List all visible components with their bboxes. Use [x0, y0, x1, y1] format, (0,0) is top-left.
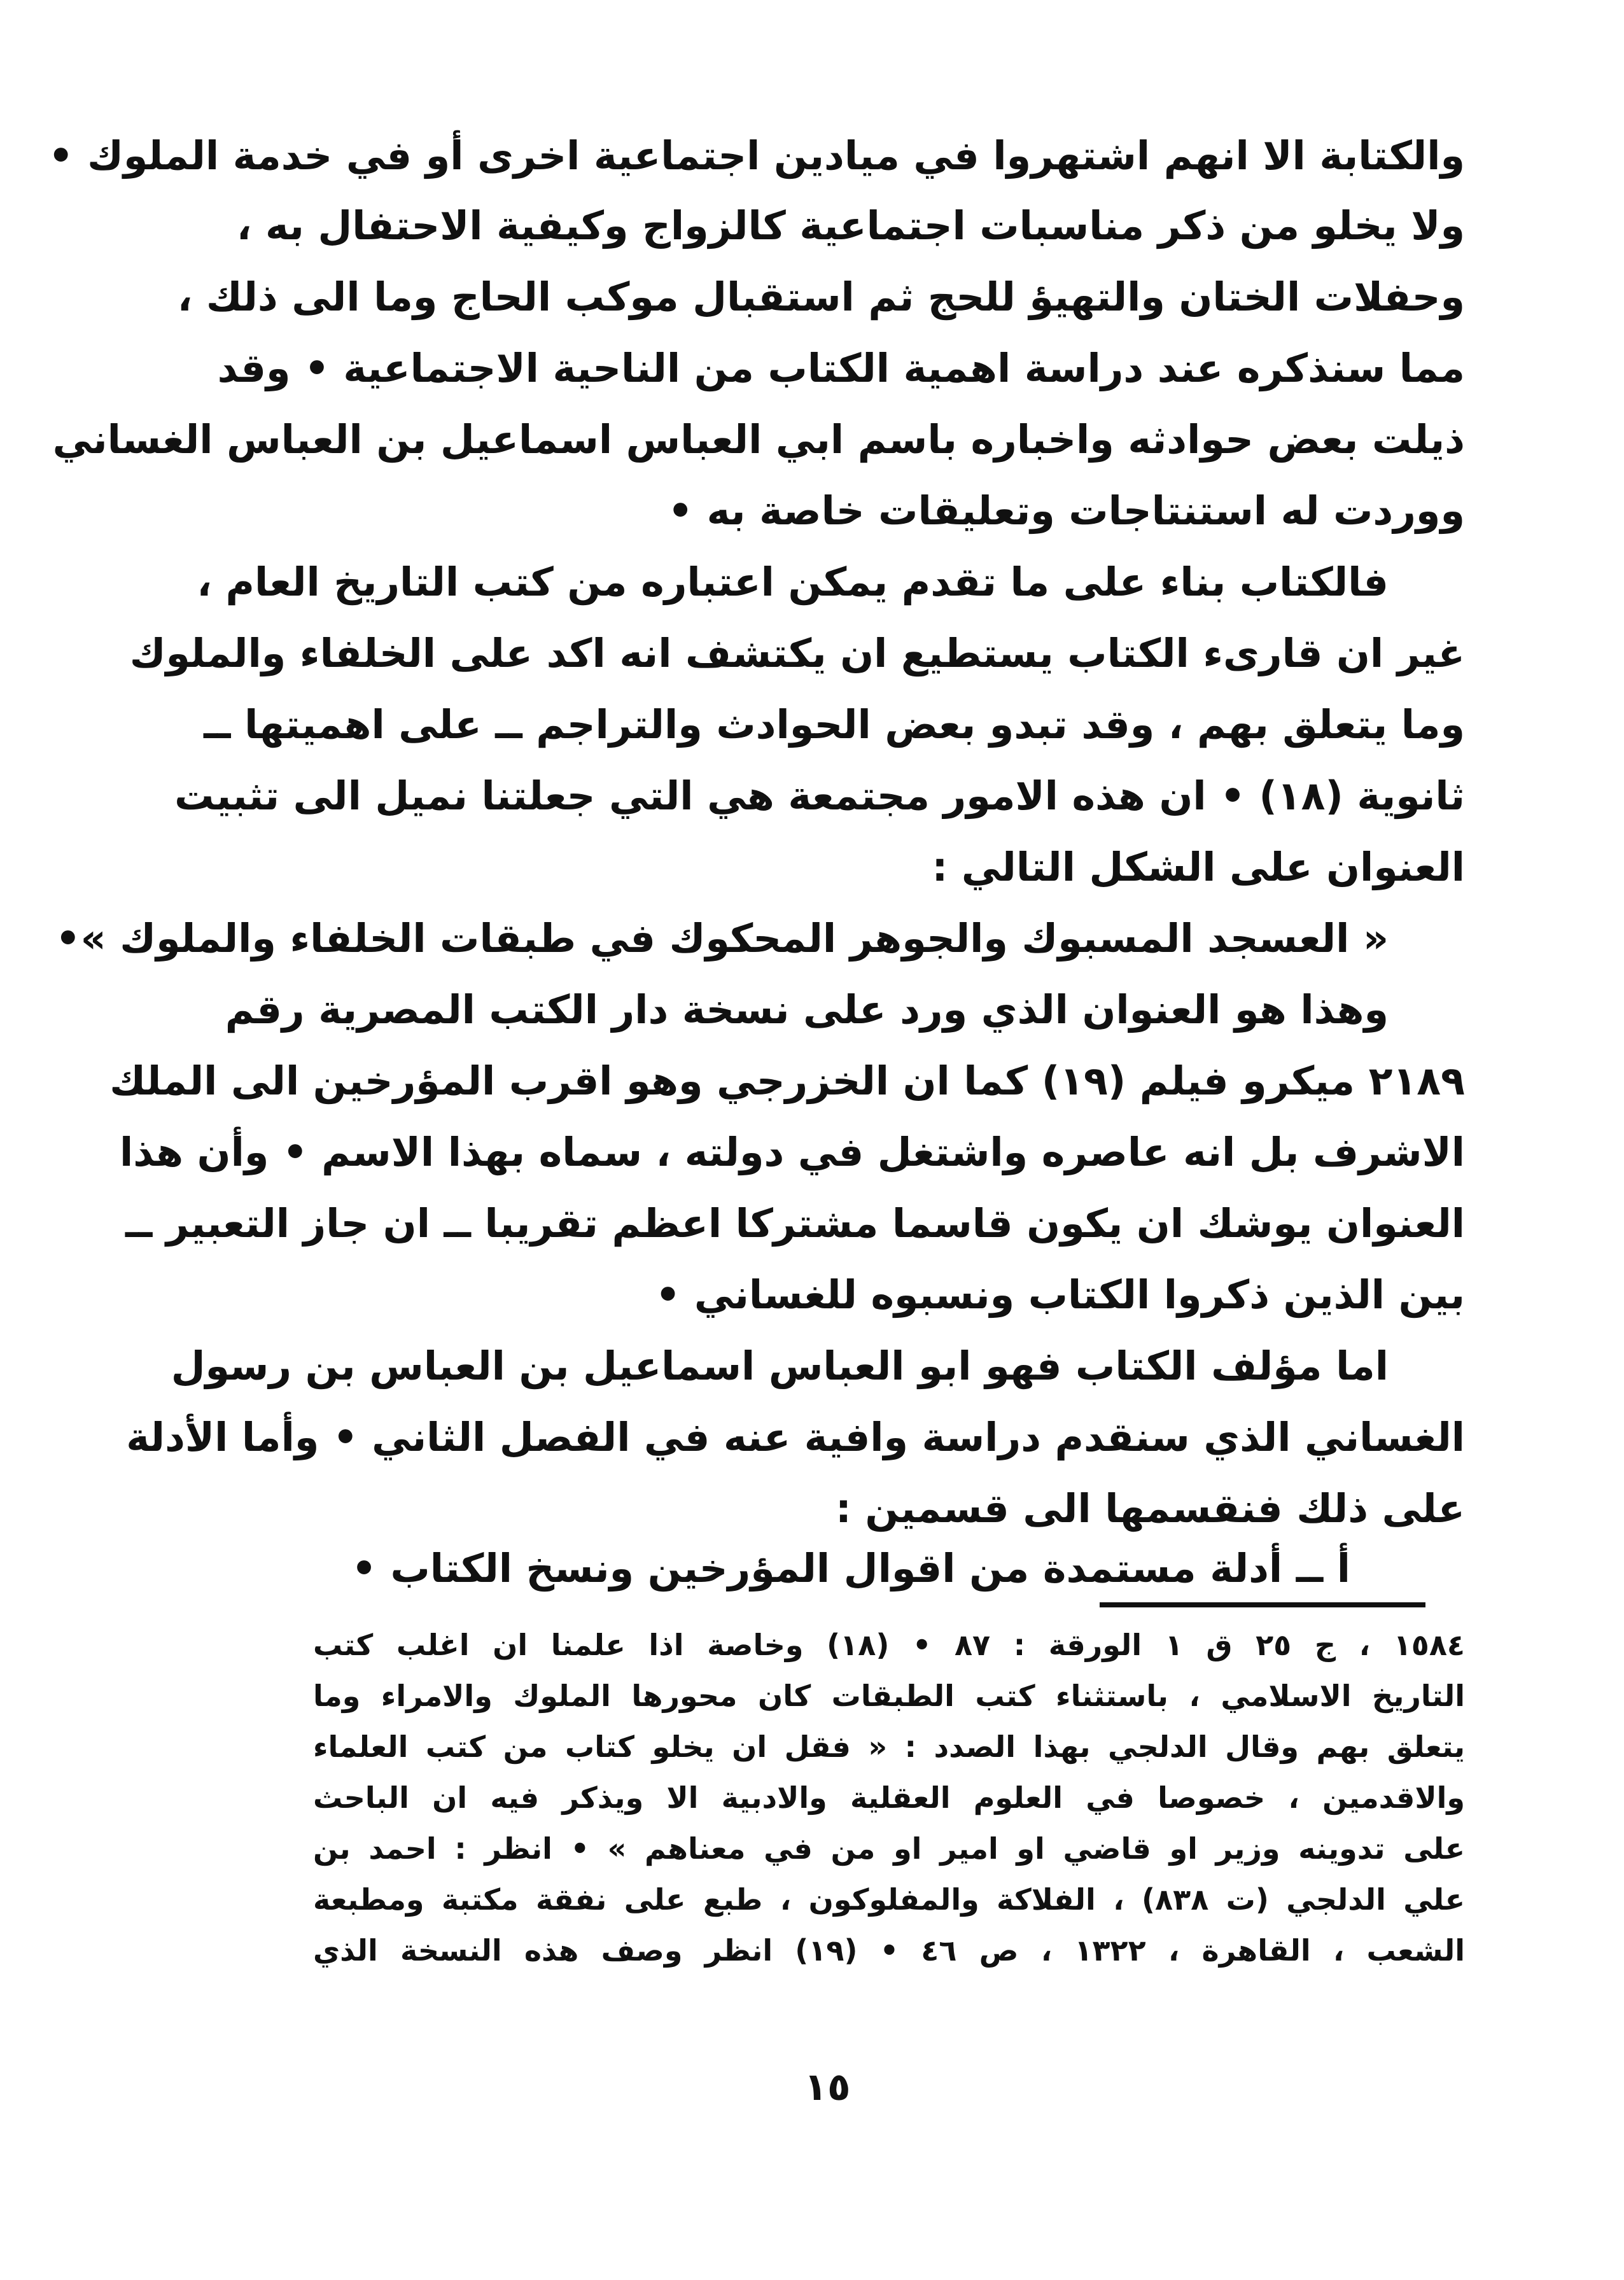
body-line-2: ولا يخلو من ذكر مناسبات اجتماعية كالزواج وكيفية الاحتفال به ، [236, 202, 1465, 249]
footnote-line-6: علي الدلجي (ت ٨٣٨) ، الفلاكة والمفلوكون ، طبع على نفقة مكتبة ومطبعة [313, 1882, 1465, 1917]
body-line-6: ووردت له استنتاجات وتعليقات خاصة به • [668, 487, 1465, 534]
body-line-15: الاشرف بل انه عاصره واشتغل في دولته ، سماه بهذا الاسم • وأن هذا [120, 1129, 1465, 1175]
footnote-line-3: يتعلق بهم وقال الدلجي بهذا الصدد : « فقل ان يخلو كتاب من كتب العلماء [313, 1730, 1465, 1764]
body-line-14: ٢١٨٩ ميكرو فيلم (١٩) كما ان الخزرجي وهو اقرب المؤرخين الى الملك [109, 1058, 1465, 1104]
title-quote-line: « العسجد المسبوك والجوهر المحكوك في طبقات الخلفاء والملوك »• [55, 915, 1389, 962]
body-line-8: غير ان قارىء الكتاب يستطيع ان يكتشف انه اكد على الخلفاء والملوك [129, 630, 1465, 676]
footnote-line-5: على تدوينه وزير او قاضي او امير او من في معناهم » • انظر : احمد بن [313, 1831, 1465, 1866]
footnote-separator [1100, 1602, 1425, 1607]
body-line-7: فالكتاب بناء على ما تقدم يمكن اعتباره من كتب التاريخ العام ، [197, 559, 1389, 605]
body-line-16: العنوان يوشك ان يكون قاسما مشتركا اعظم تقريبا ــ ان جاز التعبير ــ [125, 1200, 1465, 1247]
footnote-line-1: ١٥٨٤ ، ج ٢٥ ق ١ الورقة : ٨٧ • (١٨) وخاصة اذا علمنا ان اغلب كتب [313, 1628, 1466, 1662]
body-line-5: ذيلت بعض حوادثه واخباره باسم ابي العباس اسماعيل بن العباس الغساني [52, 416, 1465, 463]
body-line-1: والكتابة الا انهم اشتهروا في ميادين اجتماعية اخرى أو في خدمة الملوك • [48, 132, 1465, 179]
body-line-18: اما مؤلف الكتاب فهو ابو العباس اسماعيل بن العباس بن رسول [171, 1343, 1389, 1389]
body-line-10: ثانوية (١٨) • ان هذه الامور مجتمعة هي التي جعلتنا نميل الى تثبيت [174, 773, 1465, 819]
footnote-line-7: الشعب ، القاهرة ، ١٣٢٢ ، ص ٤٦ • (١٩) انظر وصف هذه النسخة الذي [313, 1933, 1465, 1968]
body-line-19: الغساني الذي سنقدم دراسة وافية عنه في الفصل الثاني • وأما الأدلة [126, 1414, 1465, 1460]
body-line-4: مما سنذكره عند دراسة اهمية الكتاب من الناحية الاجتماعية • وقد [217, 345, 1465, 391]
body-line-9: وما يتعلق بهم ، وقد تبدو بعض الحوادث والتراجم ــ على اهميتها ــ [204, 701, 1465, 748]
body-line-20: على ذلك فنقسمها الى قسمين : [836, 1485, 1465, 1532]
body-line-3: وحفلات الختان والتهيؤ للحج ثم استقبال موكب الحاج وما الى ذلك ، [177, 274, 1465, 320]
body-line-13: وهذا هو العنوان الذي ورد على نسخة دار الكتب المصرية رقم [225, 986, 1389, 1033]
body-line-11: العنوان على الشكل التالي : [932, 844, 1465, 890]
footnote-line-4: والاقدمين ، خصوصا في العلوم العقلية والادبية الا ويذكر فيه ان الباحث [313, 1780, 1465, 1815]
footnote-line-2: التاريخ الاسلامي ، باستثناء كتب الطبقات كان محورها الملوك والامراء وما [313, 1679, 1465, 1713]
page-number: ١٥ [804, 2065, 851, 2109]
list-item-a: أ ــ أدلة مستمدة من اقوال المؤرخين ونسخ الكتاب • [351, 1545, 1350, 1591]
body-line-17: بين الذين ذكروا الكتاب ونسبوه للغساني • [655, 1271, 1465, 1318]
